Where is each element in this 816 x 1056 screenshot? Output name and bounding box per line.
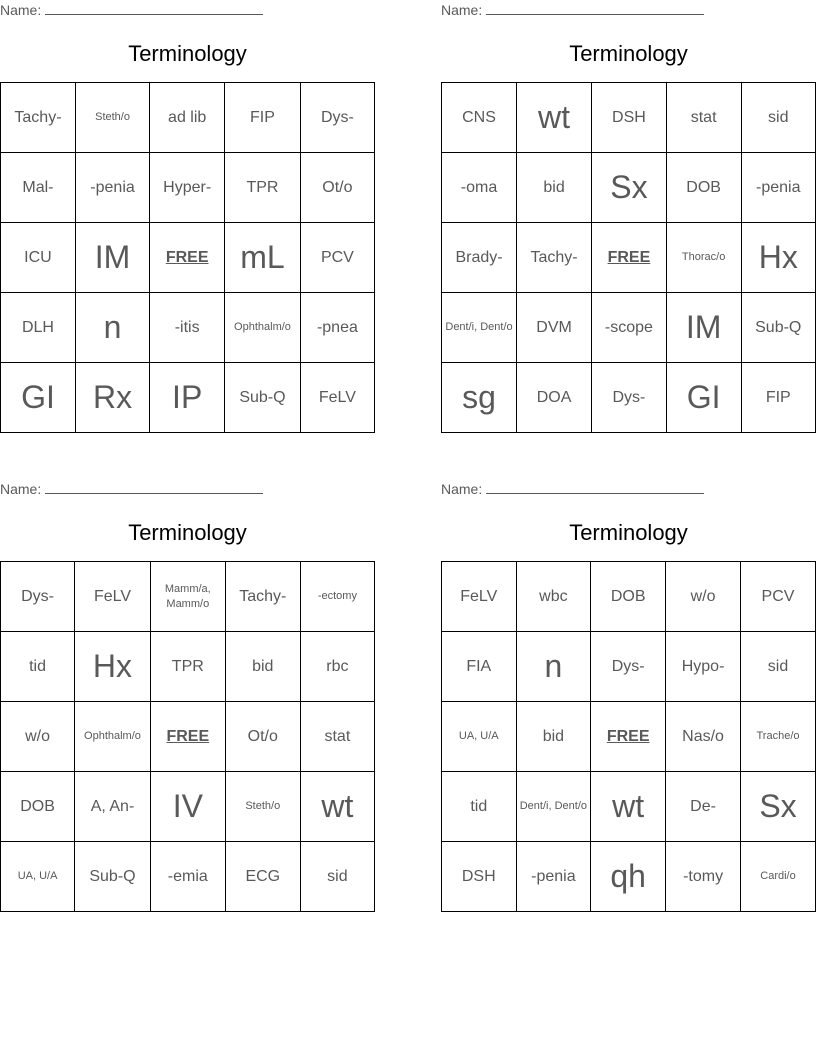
name-label: Name: xyxy=(441,481,483,497)
bingo-cell: sid xyxy=(300,842,374,912)
name-field-line[interactable] xyxy=(486,2,704,15)
bingo-cell: bid xyxy=(225,632,300,702)
card-title: Terminology xyxy=(569,520,688,545)
grid-row xyxy=(1,562,375,632)
bingo-cell: Dys- xyxy=(300,83,374,153)
bingo-cell: Tachy- xyxy=(1,83,76,153)
bingo-cell: IM xyxy=(666,293,741,363)
grid-row xyxy=(442,363,816,433)
name-label: Name: xyxy=(0,481,42,497)
bingo-cell: -penia xyxy=(741,153,815,223)
grid-row xyxy=(1,363,375,433)
bingo-cell: Ot/o xyxy=(300,153,374,223)
grid-row xyxy=(1,153,375,223)
name-row xyxy=(441,2,704,18)
bingo-cell: tid xyxy=(1,632,75,702)
card-title: Terminology xyxy=(128,41,247,66)
bingo-cell: w/o xyxy=(1,702,75,772)
bingo-cell: wbc xyxy=(516,562,591,632)
grid-row xyxy=(1,293,375,363)
bingo-cell: wt xyxy=(300,772,374,842)
bingo-cell: DOB xyxy=(1,772,75,842)
bingo-cell: -emia xyxy=(150,842,225,912)
name-label: Name: xyxy=(441,2,483,18)
bingo-cell: Dent/i, Dent/o xyxy=(516,772,591,842)
grid-row xyxy=(442,842,816,912)
bingo-cell: -ectomy xyxy=(300,562,374,632)
bingo-cell: tid xyxy=(442,772,517,842)
grid-row xyxy=(442,772,816,842)
bingo-cell: -pnea xyxy=(300,293,374,363)
bingo-cell: FeLV xyxy=(300,363,374,433)
card-title: Terminology xyxy=(128,520,247,545)
grid-row xyxy=(1,223,375,293)
bingo-cell: qh xyxy=(591,842,666,912)
bingo-cell: Brady- xyxy=(442,223,517,293)
bingo-cell: PCV xyxy=(741,562,816,632)
bingo-cell: FIP xyxy=(741,363,815,433)
bingo-cell: rbc xyxy=(300,632,374,702)
bingo-cell: De- xyxy=(666,772,741,842)
grid-row xyxy=(442,702,816,772)
name-field-line[interactable] xyxy=(45,2,263,15)
bingo-cell: mL xyxy=(225,223,301,293)
grid-row xyxy=(442,153,816,223)
free-space: FREE xyxy=(591,702,666,772)
bingo-cell: Ophthalm/o xyxy=(225,293,301,363)
bingo-grid xyxy=(441,561,816,912)
bingo-cell: bid xyxy=(516,702,591,772)
bingo-cell: DOA xyxy=(517,363,592,433)
bingo-cell: Trache/o xyxy=(741,702,816,772)
bingo-cell: Dys- xyxy=(592,363,667,433)
bingo-grid xyxy=(0,561,375,912)
bingo-cell: ECG xyxy=(225,842,300,912)
bingo-cell: Hx xyxy=(75,632,151,702)
free-space: FREE xyxy=(592,223,667,293)
bingo-cell: sg xyxy=(442,363,517,433)
grid-row xyxy=(1,842,375,912)
bingo-cell: Sub-Q xyxy=(75,842,151,912)
bingo-cell: IP xyxy=(150,363,225,433)
bingo-cell: -itis xyxy=(150,293,225,363)
bingo-cell: Mamm/a, Mamm/o xyxy=(150,562,225,632)
bingo-cell: Thorac/o xyxy=(666,223,741,293)
bingo-cell: DSH xyxy=(442,842,517,912)
free-space: FREE xyxy=(150,223,225,293)
bingo-cell: Tachy- xyxy=(225,562,300,632)
bingo-cell: CNS xyxy=(442,83,517,153)
bingo-cell: IM xyxy=(75,223,149,293)
bingo-cell: Hyper- xyxy=(150,153,225,223)
bingo-cell: DLH xyxy=(1,293,76,363)
bingo-cell: UA, U/A xyxy=(442,702,517,772)
bingo-cell: Tachy- xyxy=(517,223,592,293)
bingo-cell: Nas/o xyxy=(666,702,741,772)
bingo-cell: Dent/i, Dent/o xyxy=(442,293,517,363)
bingo-cell: TPR xyxy=(225,153,301,223)
name-row xyxy=(0,2,263,18)
bingo-cell: w/o xyxy=(666,562,741,632)
bingo-grid xyxy=(0,82,375,433)
bingo-cell: DVM xyxy=(517,293,592,363)
bingo-cell: FIP xyxy=(225,83,301,153)
bingo-cell: -oma xyxy=(442,153,517,223)
bingo-cell: Ot/o xyxy=(225,702,300,772)
bingo-cell: A, An- xyxy=(75,772,151,842)
bingo-cell: Sub-Q xyxy=(225,363,301,433)
bingo-cell: UA, U/A xyxy=(1,842,75,912)
bingo-cell: Cardi/o xyxy=(741,842,816,912)
bingo-cell: GI xyxy=(666,363,741,433)
bingo-cell: DSH xyxy=(592,83,667,153)
bingo-cell: bid xyxy=(517,153,592,223)
bingo-cell: Steth/o xyxy=(75,83,149,153)
name-label: Name: xyxy=(0,2,42,18)
bingo-cell: Sub-Q xyxy=(741,293,815,363)
bingo-grid xyxy=(441,82,816,433)
bingo-cell: FeLV xyxy=(442,562,517,632)
bingo-cell: -scope xyxy=(592,293,667,363)
name-row xyxy=(441,481,704,497)
bingo-cell: Steth/o xyxy=(225,772,300,842)
bingo-cell: Hx xyxy=(741,223,815,293)
bingo-cell: Mal- xyxy=(1,153,76,223)
bingo-cell: IV xyxy=(150,772,225,842)
bingo-cell: Hypo- xyxy=(666,632,741,702)
name-row xyxy=(0,481,263,497)
bingo-cell: n xyxy=(75,293,149,363)
bingo-cell: FeLV xyxy=(75,562,151,632)
bingo-cell: stat xyxy=(300,702,374,772)
bingo-cell: wt xyxy=(591,772,666,842)
grid-row xyxy=(442,293,816,363)
bingo-cell: -tomy xyxy=(666,842,741,912)
bingo-cell: -penia xyxy=(75,153,149,223)
bingo-cell: Dys- xyxy=(1,562,75,632)
bingo-cell: n xyxy=(516,632,591,702)
bingo-cell: wt xyxy=(517,83,592,153)
grid-row xyxy=(442,83,816,153)
bingo-cell: -penia xyxy=(516,842,591,912)
name-field-line[interactable] xyxy=(486,481,704,494)
bingo-cell: DOB xyxy=(666,153,741,223)
bingo-cell: Sx xyxy=(592,153,667,223)
bingo-cell: DOB xyxy=(591,562,666,632)
grid-row xyxy=(1,772,375,842)
bingo-cell: Ophthalm/o xyxy=(75,702,151,772)
bingo-cell: FIA xyxy=(442,632,517,702)
grid-row xyxy=(1,632,375,702)
bingo-cell: ICU xyxy=(1,223,76,293)
bingo-cell: sid xyxy=(741,632,816,702)
name-field-line[interactable] xyxy=(45,481,263,494)
bingo-cell: stat xyxy=(666,83,741,153)
grid-row xyxy=(1,83,375,153)
bingo-cell: sid xyxy=(741,83,815,153)
card-title: Terminology xyxy=(569,41,688,66)
bingo-cell: ad lib xyxy=(150,83,225,153)
grid-row xyxy=(442,223,816,293)
grid-row xyxy=(442,562,816,632)
bingo-cell: TPR xyxy=(150,632,225,702)
bingo-cell: Dys- xyxy=(591,632,666,702)
bingo-cell: Sx xyxy=(741,772,816,842)
free-space: FREE xyxy=(150,702,225,772)
grid-row xyxy=(1,702,375,772)
bingo-cell: GI xyxy=(1,363,76,433)
grid-row xyxy=(442,632,816,702)
bingo-cell: PCV xyxy=(300,223,374,293)
bingo-cell: Rx xyxy=(75,363,149,433)
